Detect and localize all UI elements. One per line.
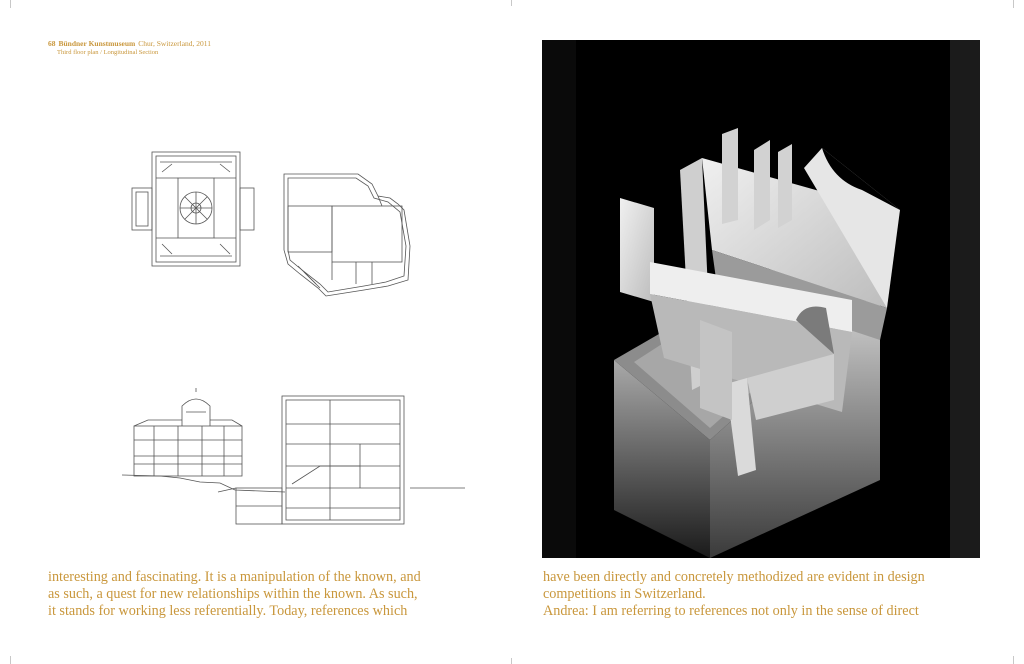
text-line: have been directly and concretely methodized are evident in design — [543, 569, 925, 585]
longitudinal-section — [122, 388, 465, 524]
architectural-drawings — [120, 140, 480, 540]
extension-floor-plan — [284, 174, 410, 296]
text-line: it stands for working less referentially. Today, references which — [48, 603, 408, 620]
header-line — [48, 40, 211, 49]
drawing-caption: Third floor plan / Longitudinal Section — [57, 48, 159, 56]
text-line: interesting and fascinating. It is a manipulation of the known, and — [48, 569, 421, 585]
white-architectural-model — [542, 40, 980, 558]
body-text-left — [48, 569, 468, 621]
page-number: 68 — [48, 39, 56, 48]
project-location-year: Chur, Switzerland, 2011 — [138, 39, 212, 48]
model-photograph — [542, 40, 980, 558]
body-text-right — [543, 569, 983, 621]
text-line: competitions in Switzerland. — [543, 586, 706, 603]
project-title: Bündner Kunstmuseum — [58, 39, 136, 48]
villa-floor-plan — [132, 152, 254, 266]
text-line: as such, a quest for new relationships within the known. As such, — [48, 586, 418, 603]
text-line: Andrea: I am referring to references not only in the sense of direct — [543, 603, 919, 620]
page-header — [48, 40, 211, 56]
